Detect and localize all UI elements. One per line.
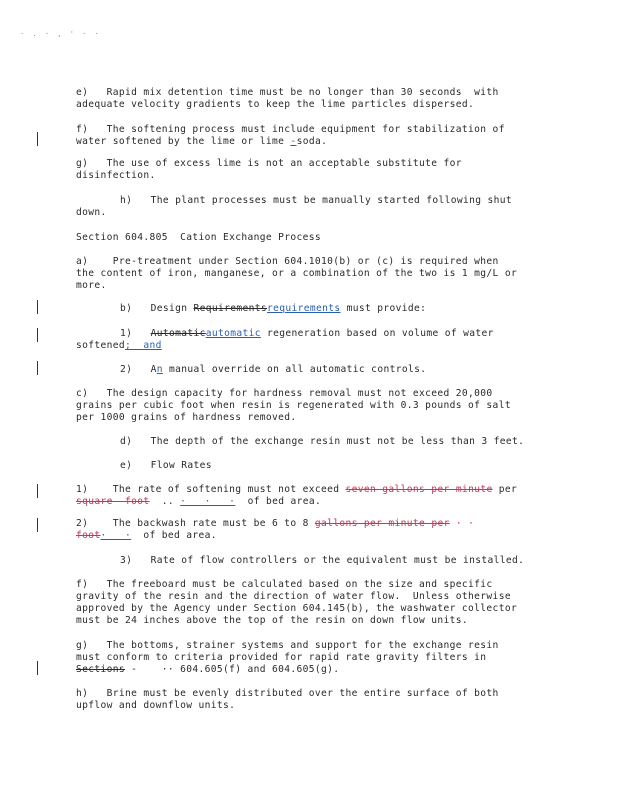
para-e2-2-line: 2) The backwash rate must be 6 to 8 gallons per minute per · ·: [76, 518, 475, 529]
scan-noise: · . · , ' · ·: [20, 30, 101, 38]
para-b1-line: softened; and: [76, 340, 162, 351]
change-bar: [37, 328, 38, 342]
para-b-line: b) Design Requirementsrequirements must provide:: [120, 303, 427, 314]
para-f2-line: f) The freeboard must be calculated based on the size and specific: [76, 579, 493, 590]
para-h2-line: h) Brine must be evenly distributed over the entire surface of both: [76, 688, 499, 699]
change-bar: [37, 361, 38, 375]
para-g-line: g) The use of excess lime is not an acceptable substitute for: [76, 158, 462, 169]
para-c-line: grains per cubic foot when resin is regenerated with 0.3 pounds of salt: [76, 400, 511, 411]
para-g2-line: must conform to criteria provided for rapid rate gravity filters in: [76, 652, 487, 663]
change-bar: [37, 518, 38, 532]
para-e2-1-line: 1) The rate of softening must not exceed seven gallons per minute per: [76, 484, 518, 495]
para-c-line: c) The design capacity for hardness removal must not exceed 20,000: [76, 388, 493, 399]
para-a-line: the content of iron, manganese, or a combination of the two is 1 mg/L or: [76, 268, 518, 279]
para-b2-line: 2) An manual override on all automatic controls.: [120, 364, 427, 375]
para-d-line: d) The depth of the exchange resin must not be less than 3 feet.: [120, 436, 525, 447]
para-h-line: down.: [76, 207, 107, 218]
change-bar: [37, 300, 38, 314]
para-g2-line: g) The bottoms, strainer systems and support for the exchange resin: [76, 640, 499, 651]
para-h-line: h) The plant processes must be manually started following shut: [120, 195, 513, 206]
para-g-line: disinfection.: [76, 170, 156, 181]
change-bar: [37, 661, 38, 675]
para-a-line: a) Pre-treatment under Section 604.1010(b) or (c) is required when: [76, 256, 499, 267]
para-h2-line: upflow and downflow units.: [76, 700, 236, 711]
para-f-line: water softened by the lime or lime -soda.: [76, 136, 328, 147]
para-f2-line: approved by the Agency under Section 604.145(b), the washwater collector: [76, 603, 518, 614]
change-bar: [37, 484, 38, 498]
para-e2-2-line: foot· · of bed area.: [76, 530, 217, 541]
para-e-line: e) Rapid mix detention time must be no longer than 30 seconds with: [76, 87, 499, 98]
para-g2-line: Sections - ·· 604.605(f) and 604.605(g).: [76, 664, 340, 675]
para-a-line: more.: [76, 280, 107, 291]
para-c-line: per 1000 grains of hardness removed.: [76, 412, 297, 423]
para-b1-line: 1) Automaticautomatic regeneration based on volume of water: [120, 328, 494, 339]
para-e2-3-line: 3) Rate of flow controllers or the equivalent must be installed.: [120, 555, 525, 566]
para-e2-1-line: square foot .. · · · of bed area.: [76, 496, 322, 507]
para-e-line: adequate velocity gradients to keep the lime particles dispersed.: [76, 99, 475, 110]
para-f2-line: must be 24 inches above the top of the resin on down flow units.: [76, 615, 469, 626]
change-bar: [37, 132, 38, 146]
para-f-line: f) The softening process must include equipment for stabilization of: [76, 124, 505, 135]
section-heading: Section 604.805 Cation Exchange Process: [76, 232, 322, 243]
para-e2-heading: e) Flow Rates: [120, 460, 212, 471]
para-f2-line: gravity of the resin and the direction of water flow. Unless otherwise: [76, 591, 511, 602]
